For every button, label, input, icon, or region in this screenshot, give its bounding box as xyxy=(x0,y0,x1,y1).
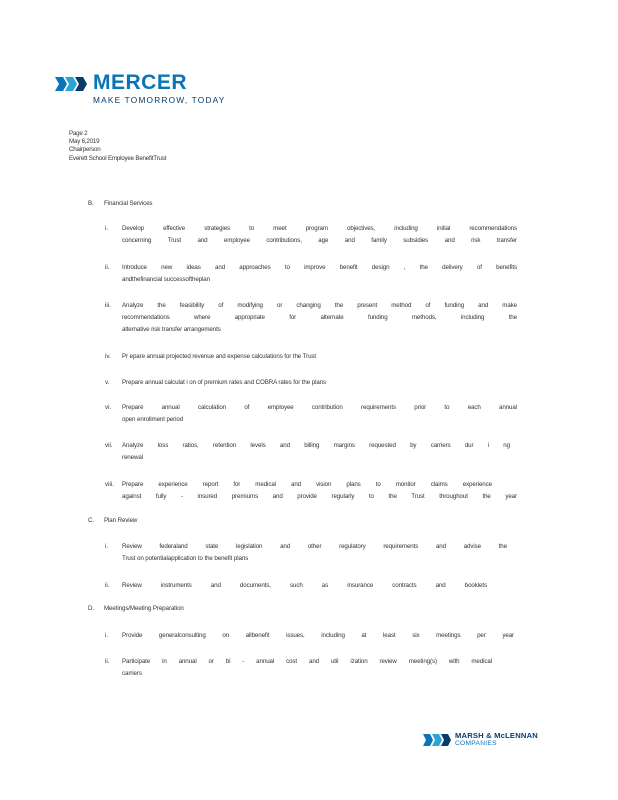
marsh-mclennan-logo-icon xyxy=(423,732,453,748)
footer-company-line1: MARSH & McLENNAN xyxy=(455,731,538,740)
letter-meta xyxy=(69,130,166,163)
letter-date: May 6,2019 xyxy=(69,138,100,146)
organization-name: Everett School Employee BenefitTrust xyxy=(69,154,167,162)
mercer-logo-icon xyxy=(55,74,89,94)
page-number: Page 2 xyxy=(69,130,88,137)
brand-tagline: MAKE TOMORROW, TODAY xyxy=(93,95,226,105)
section-heading: B. Financial Services xyxy=(88,200,153,207)
recipient-title: Chairperson xyxy=(69,146,101,154)
section-heading: D. Meetings/Meeting Preparation xyxy=(88,605,184,612)
brand-name: MERCER xyxy=(93,71,188,94)
footer-company-line2: COMPANIES xyxy=(455,740,497,747)
section-heading: C. Plan Review xyxy=(88,517,138,524)
